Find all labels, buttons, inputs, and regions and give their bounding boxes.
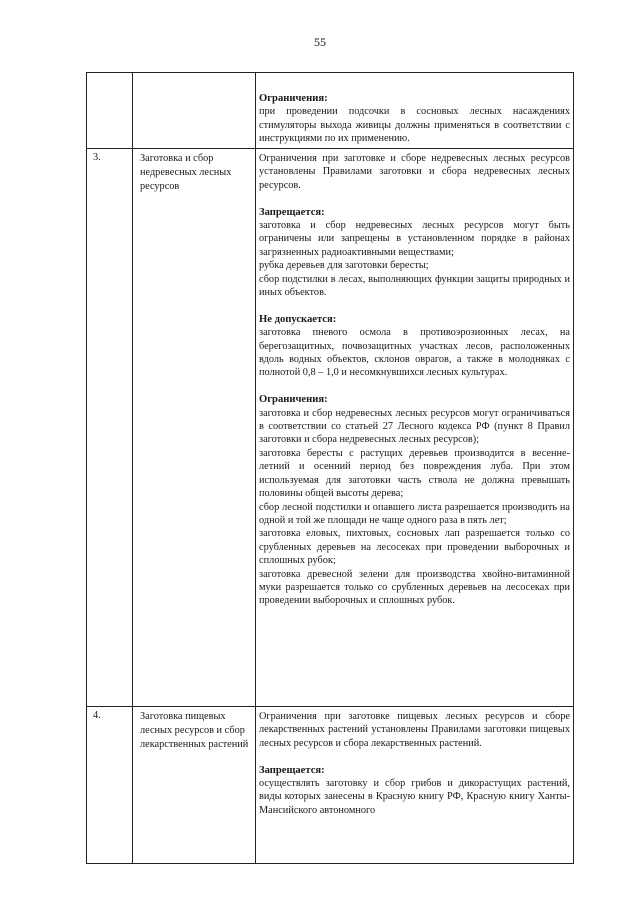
content-paragraph: осуществлять заготовку и сбор грибов и дикорастущих растений, виды которых занесены в Красную книгу РФ, Красную книгу Ханты-Мансийского автономного — [259, 778, 570, 816]
row-topic: Заготовка пищевых лесных ресурсов и сбор лекарственных растений — [140, 711, 249, 750]
content-paragraph: при проведении подсочки в сосновых лесных насаждениях стимуляторы выхода живицы должны применяться в соответствии с инструкциями по их применению. — [259, 106, 570, 145]
content-paragraph: сбор лесной подстилки и опавшего листа разрешается производить на одной и той же площади не чаще одного раза в пять лет; — [259, 501, 570, 526]
column-divider — [132, 73, 133, 863]
content-paragraph: заготовка еловых, пихтовых, сосновых лап разрешается только со срубленных деревьев на лесосеках при проведении выборочных и сплошных рубок; — [259, 528, 570, 567]
content-paragraph: Ограничения при заготовке и сборе недревесных лесных ресурсов установлены Правилами заготовки и сбора недревесных лесных ресурсов. — [259, 153, 570, 191]
column-divider — [255, 73, 256, 863]
content-paragraph: заготовка и сбор недревесных лесных ресурсов могут быть ограничены или запрещены в установленном порядке в районах загрязненных радиоактивными веществами; — [259, 220, 570, 258]
section-heading: Ограничения: — [259, 93, 328, 104]
table-row-content — [259, 710, 570, 817]
section-heading: Запрещается: — [259, 206, 325, 218]
row-divider — [87, 706, 573, 707]
content-paragraph: заготовка бересты с растущих деревьев производится в весенне-летний и осенний период без повреждения луба. При этом используемая для заготовки часть ствола не должна превышать половины общей высоты дерева; — [259, 447, 570, 500]
content-paragraph: заготовка пневого осмола в противоэрозионных лесах, на берегозащитных, почвозащитных участках лесов, расположенных вдоль водных объектов, склонов оврагов, а также в молодняках с полнотой 0,8 – 1,0 и несомкнувшихся лесных культурах. — [259, 327, 570, 379]
section-heading: Запрещается: — [259, 764, 325, 776]
content-paragraph: рубка деревьев для заготовки бересты; — [259, 260, 429, 272]
document-table — [86, 72, 574, 864]
section-heading: Не допускается: — [259, 313, 337, 325]
content-paragraph: Ограничения при заготовке пищевых лесных ресурсов и сборе лекарственных растений установлены Правилами заготовки пищевых лесных ресурсов и сбора лекарственных растений. — [259, 711, 570, 749]
content-paragraph: заготовка древесной зелени для производства хвойно-витаминной муки разрешается только со срубленных деревьев на лесосеках при проведении выборочных и сплошных рубок. — [259, 568, 570, 607]
table-row-content — [259, 152, 570, 608]
row-topic: Заготовка и сбор недревесных лесных ресурсов — [140, 153, 232, 192]
table-row-content — [259, 92, 570, 146]
row-number: 4. — [93, 710, 101, 721]
content-paragraph: сбор подстилки в лесах, выполняющих функции защиты природных и иных объектов. — [259, 273, 570, 299]
page-number: 55 — [314, 35, 326, 49]
row-number: 3. — [93, 152, 101, 163]
row-divider — [87, 148, 573, 149]
content-paragraph: заготовка и сбор недревесных лесных ресурсов могут ограничиваться в соответствии со статьей 27 Лесного кодекса РФ (пункт 8 Правил заготовки и сбора недревесных лесных ресурсов); — [259, 407, 570, 446]
section-heading: Ограничения: — [259, 394, 328, 406]
